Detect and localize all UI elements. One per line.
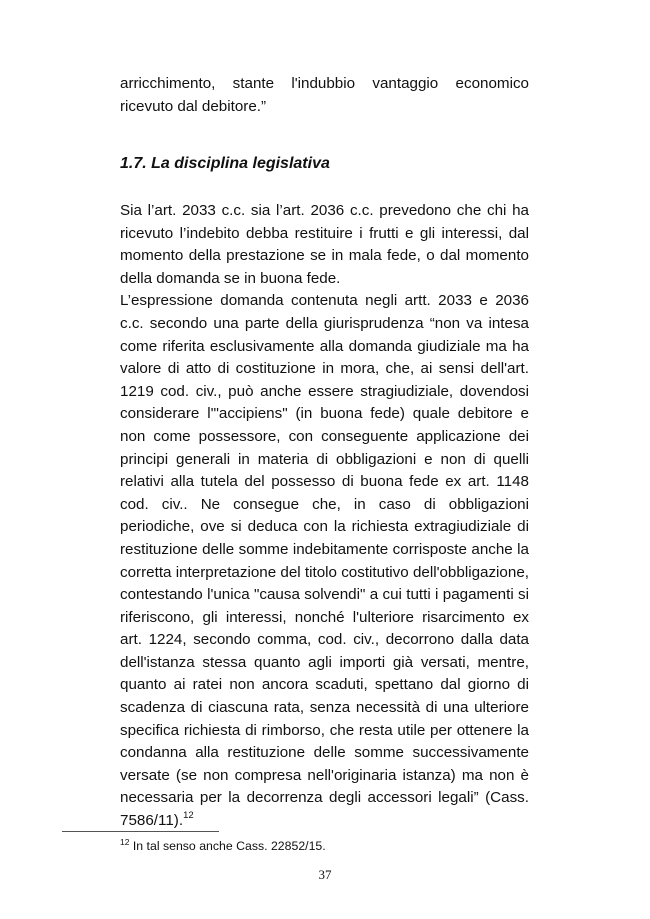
footnote-text: In tal senso anche Cass. 22852/15. — [129, 839, 326, 853]
intro-paragraph — [120, 73, 529, 118]
paragraph-2 — [120, 290, 529, 832]
footnote-reference[interactable]: 12 — [183, 809, 194, 821]
paragraph-2-text: L’espressione domanda contenuta negli artt. 2033 e 2036 c.c. secondo una parte della giurisprudenza “non va intesa come riferita esclusivamente alla domanda giudiziale ma ha valore di atto di costituzione in mora, che, ai sensi dell'art. 1219 cod. civ., può anche essere stragiudiziale, dovendosi considerare l'"accipiens" (in buona fede) quale debitore e non come possessore, con conseguente applicazione dei principi generali in materia di obbligazioni e non di quelli relativi alla tutela del possesso di buona fede ex art. 1148 cod. civ.. Ne consegue che, in caso di obbligazioni periodiche, ove si deduca con la richiesta extragiudiziale di restituzione delle somme indebitamente corrisposte anche la corretta interpretazione del titolo costitutivo dell'obbligazione, contestando l'unica "causa solvendi" a cui tutti i pagamenti si riferiscono, gli interessi, nonché l'ulteriore risarcimento ex art. 1224, secondo comma, cod. civ., decorrono dalla data dell'istanza stessa quanto agli importi già versati, mentre, quanto ai ratei non ancora scaduti, spettano dal giorno di scadenza di ciascuna rata, senza necessità di una ulteriore specifica richiesta di rimborso, che resta utile per ottenere la condanna alla restituzione delle somme successivamente versate (se non compresa nell'originaria istanza) ma non è necessaria per la decorrenza degli accessori legali” (Cass. 7586/11). — [120, 292, 529, 830]
footnote-separator — [62, 831, 219, 832]
footnote — [120, 838, 529, 854]
section-heading: 1.7. La disciplina legislativa — [120, 155, 330, 172]
page-number: 37 — [318, 867, 332, 882]
section-body — [120, 200, 529, 833]
paragraph-1: Sia l’art. 2033 c.c. sia l’art. 2036 c.c. prevedono che chi ha ricevuto l’indebito debba restituire i frutti e gli interessi, dal momento della prestazione se in mala fede, o dal momento della domanda se in buona fede. — [120, 202, 529, 287]
intro-text: arricchimento, stante l'indubbio vantaggio economico ricevuto dal debitore.” — [120, 75, 529, 115]
footnote-marker: 12 — [120, 836, 130, 847]
